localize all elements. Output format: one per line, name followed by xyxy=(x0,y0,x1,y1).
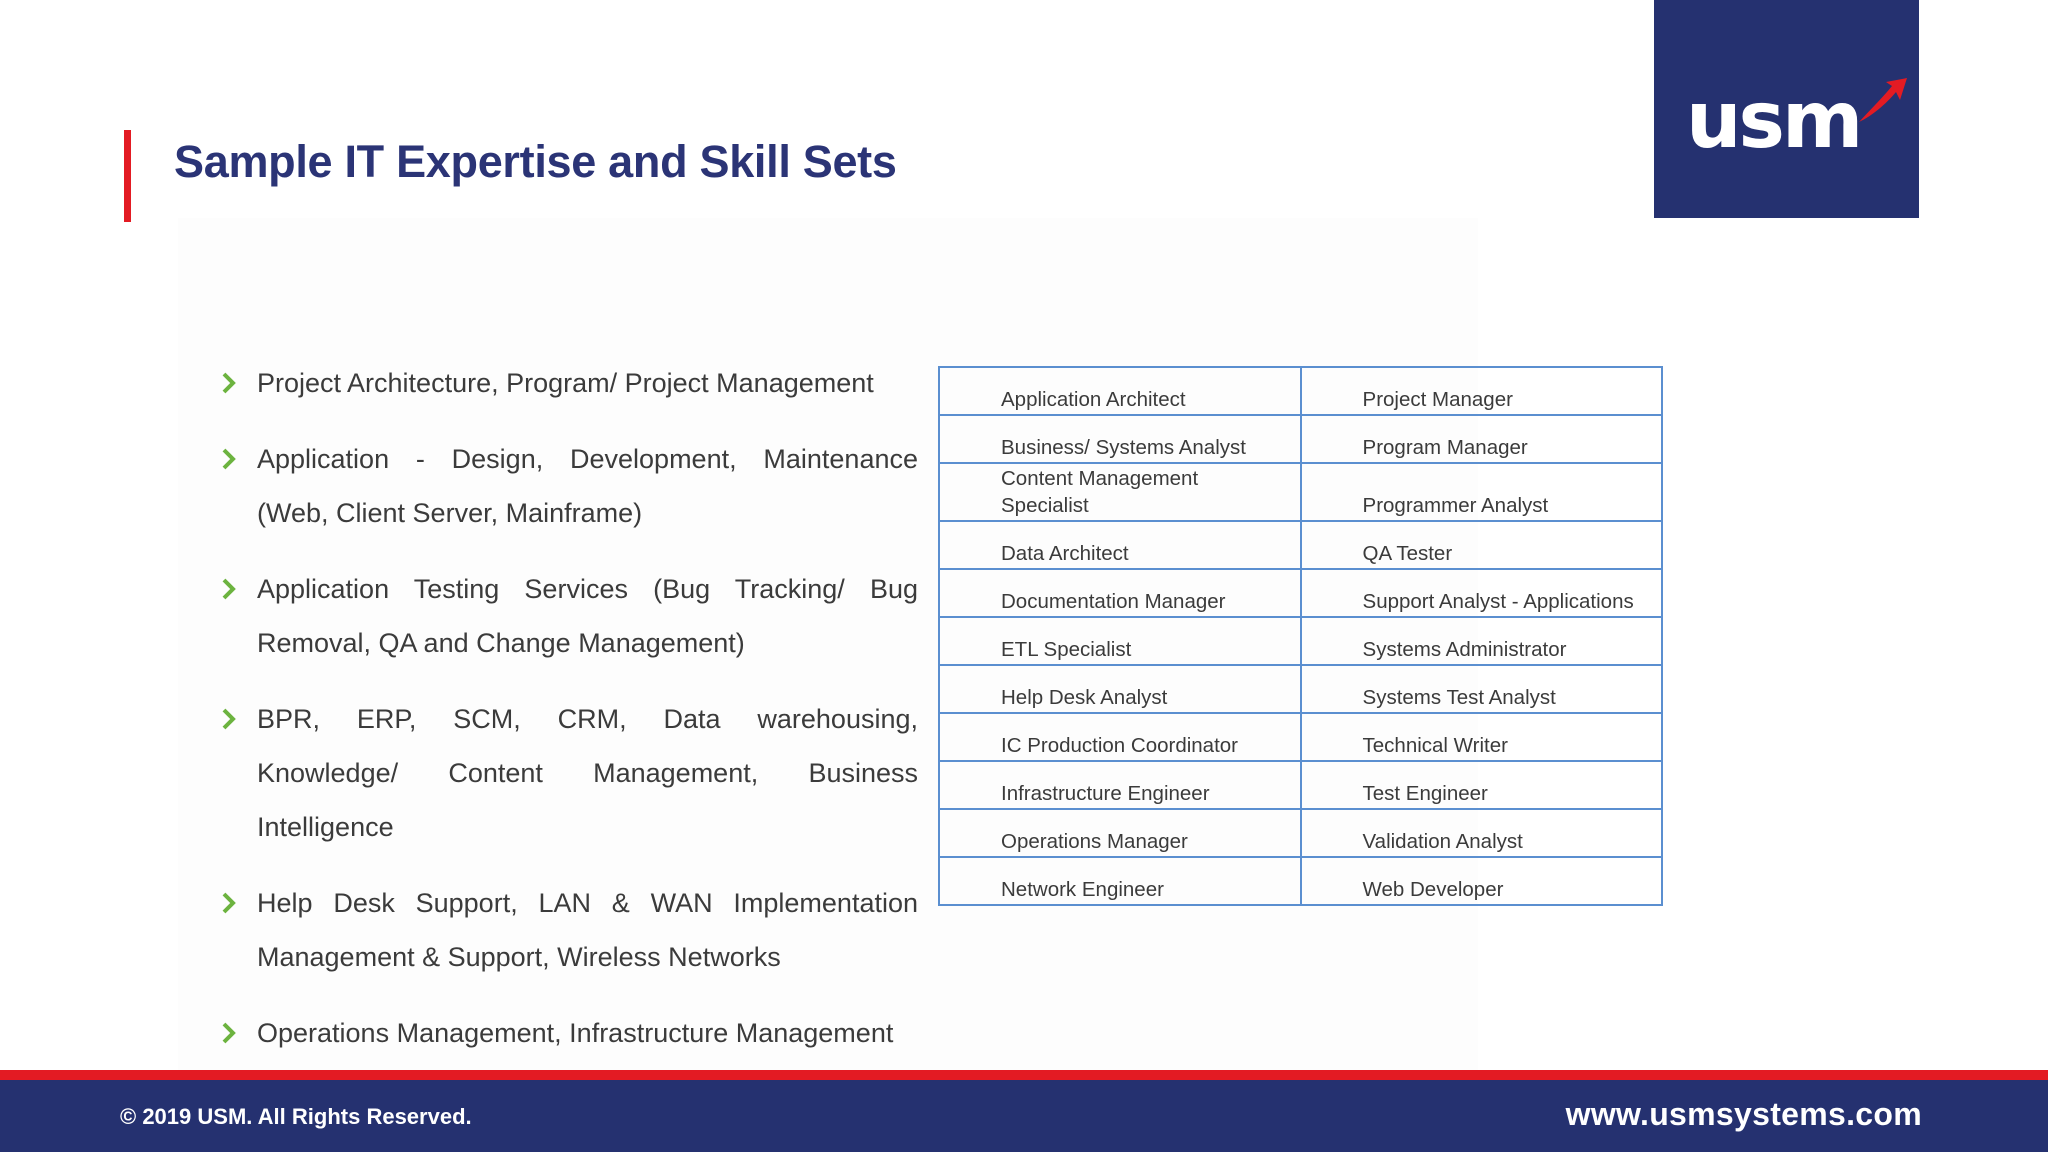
list-item-text: BPR, ERP, SCM, CRM, Data warehousing, Knowledge/ Content Management, Business Intelligence xyxy=(257,704,918,842)
table-row xyxy=(939,665,1662,713)
table-cell: Support Analyst - Applications xyxy=(1301,569,1662,617)
table-row xyxy=(939,713,1662,761)
table-cell: ETL Specialist xyxy=(939,617,1301,665)
table-cell: Program Manager xyxy=(1301,415,1662,463)
table-cell: Data Architect xyxy=(939,521,1301,569)
list-item-text: Operations Management, Infrastructure Management xyxy=(257,1018,894,1048)
copyright-text: © 2019 USM. All Rights Reserved. xyxy=(120,1104,472,1129)
table-cell: IC Production Coordinator xyxy=(939,713,1301,761)
table-row xyxy=(939,569,1662,617)
table-cell: Test Engineer xyxy=(1301,761,1662,809)
expertise-list xyxy=(218,356,918,1082)
table-cell: Validation Analyst xyxy=(1301,809,1662,857)
skills-table xyxy=(938,366,1663,906)
list-item xyxy=(218,432,918,540)
table-row xyxy=(939,857,1662,905)
footer-accent-stripe xyxy=(0,1070,2048,1080)
table-cell: Technical Writer xyxy=(1301,713,1662,761)
table-cell: Infrastructure Engineer xyxy=(939,761,1301,809)
logo-text: usm xyxy=(1686,76,1861,166)
list-item xyxy=(218,692,918,854)
table-row xyxy=(939,617,1662,665)
slide-title: Sample IT Expertise and Skill Sets xyxy=(174,136,897,187)
table-row xyxy=(939,809,1662,857)
list-item-text: Project Architecture, Program/ Project Management xyxy=(257,368,874,398)
table-cell: Network Engineer xyxy=(939,857,1301,905)
table-cell: Web Developer xyxy=(1301,857,1662,905)
list-item-text: Help Desk Support, LAN & WAN Implementation Management & Support, Wireless Networks xyxy=(257,888,918,972)
table-cell: Systems Test Analyst xyxy=(1301,665,1662,713)
table-cell: Business/ Systems Analyst xyxy=(939,415,1301,463)
table-cell: QA Tester xyxy=(1301,521,1662,569)
chevron-right-icon xyxy=(222,371,236,395)
footer xyxy=(0,1080,2048,1152)
chevron-right-icon xyxy=(222,447,236,471)
list-item xyxy=(218,876,918,984)
chevron-right-icon xyxy=(222,707,236,731)
table-cell: Application Architect xyxy=(939,367,1301,415)
table-cell: Systems Administrator xyxy=(1301,617,1662,665)
table-cell: Project Manager xyxy=(1301,367,1662,415)
table-cell: Operations Manager xyxy=(939,809,1301,857)
chevron-right-icon xyxy=(222,577,236,601)
website-link[interactable]: www.usmsystems.com xyxy=(1565,1096,1922,1132)
table-cell: Programmer Analyst xyxy=(1301,463,1662,521)
list-item xyxy=(218,1006,918,1060)
table-cell: Documentation Manager xyxy=(939,569,1301,617)
list-item-text: Application Testing Services (Bug Tracking/ Bug Removal, QA and Change Management) xyxy=(257,574,918,658)
table-cell: Content Management Specialist xyxy=(939,463,1301,521)
table-row xyxy=(939,463,1662,521)
chevron-right-icon xyxy=(222,891,236,915)
table-row xyxy=(939,761,1662,809)
chevron-right-icon xyxy=(222,1021,236,1045)
table-row xyxy=(939,521,1662,569)
list-item xyxy=(218,356,918,410)
table-row xyxy=(939,367,1662,415)
title-accent-bar xyxy=(124,130,131,222)
list-item-text: Application - Design, Development, Maintenance (Web, Client Server, Mainframe) xyxy=(257,444,918,528)
list-item xyxy=(218,562,918,670)
table-row xyxy=(939,415,1662,463)
usm-logo xyxy=(1654,0,1919,218)
table-cell: Help Desk Analyst xyxy=(939,665,1301,713)
